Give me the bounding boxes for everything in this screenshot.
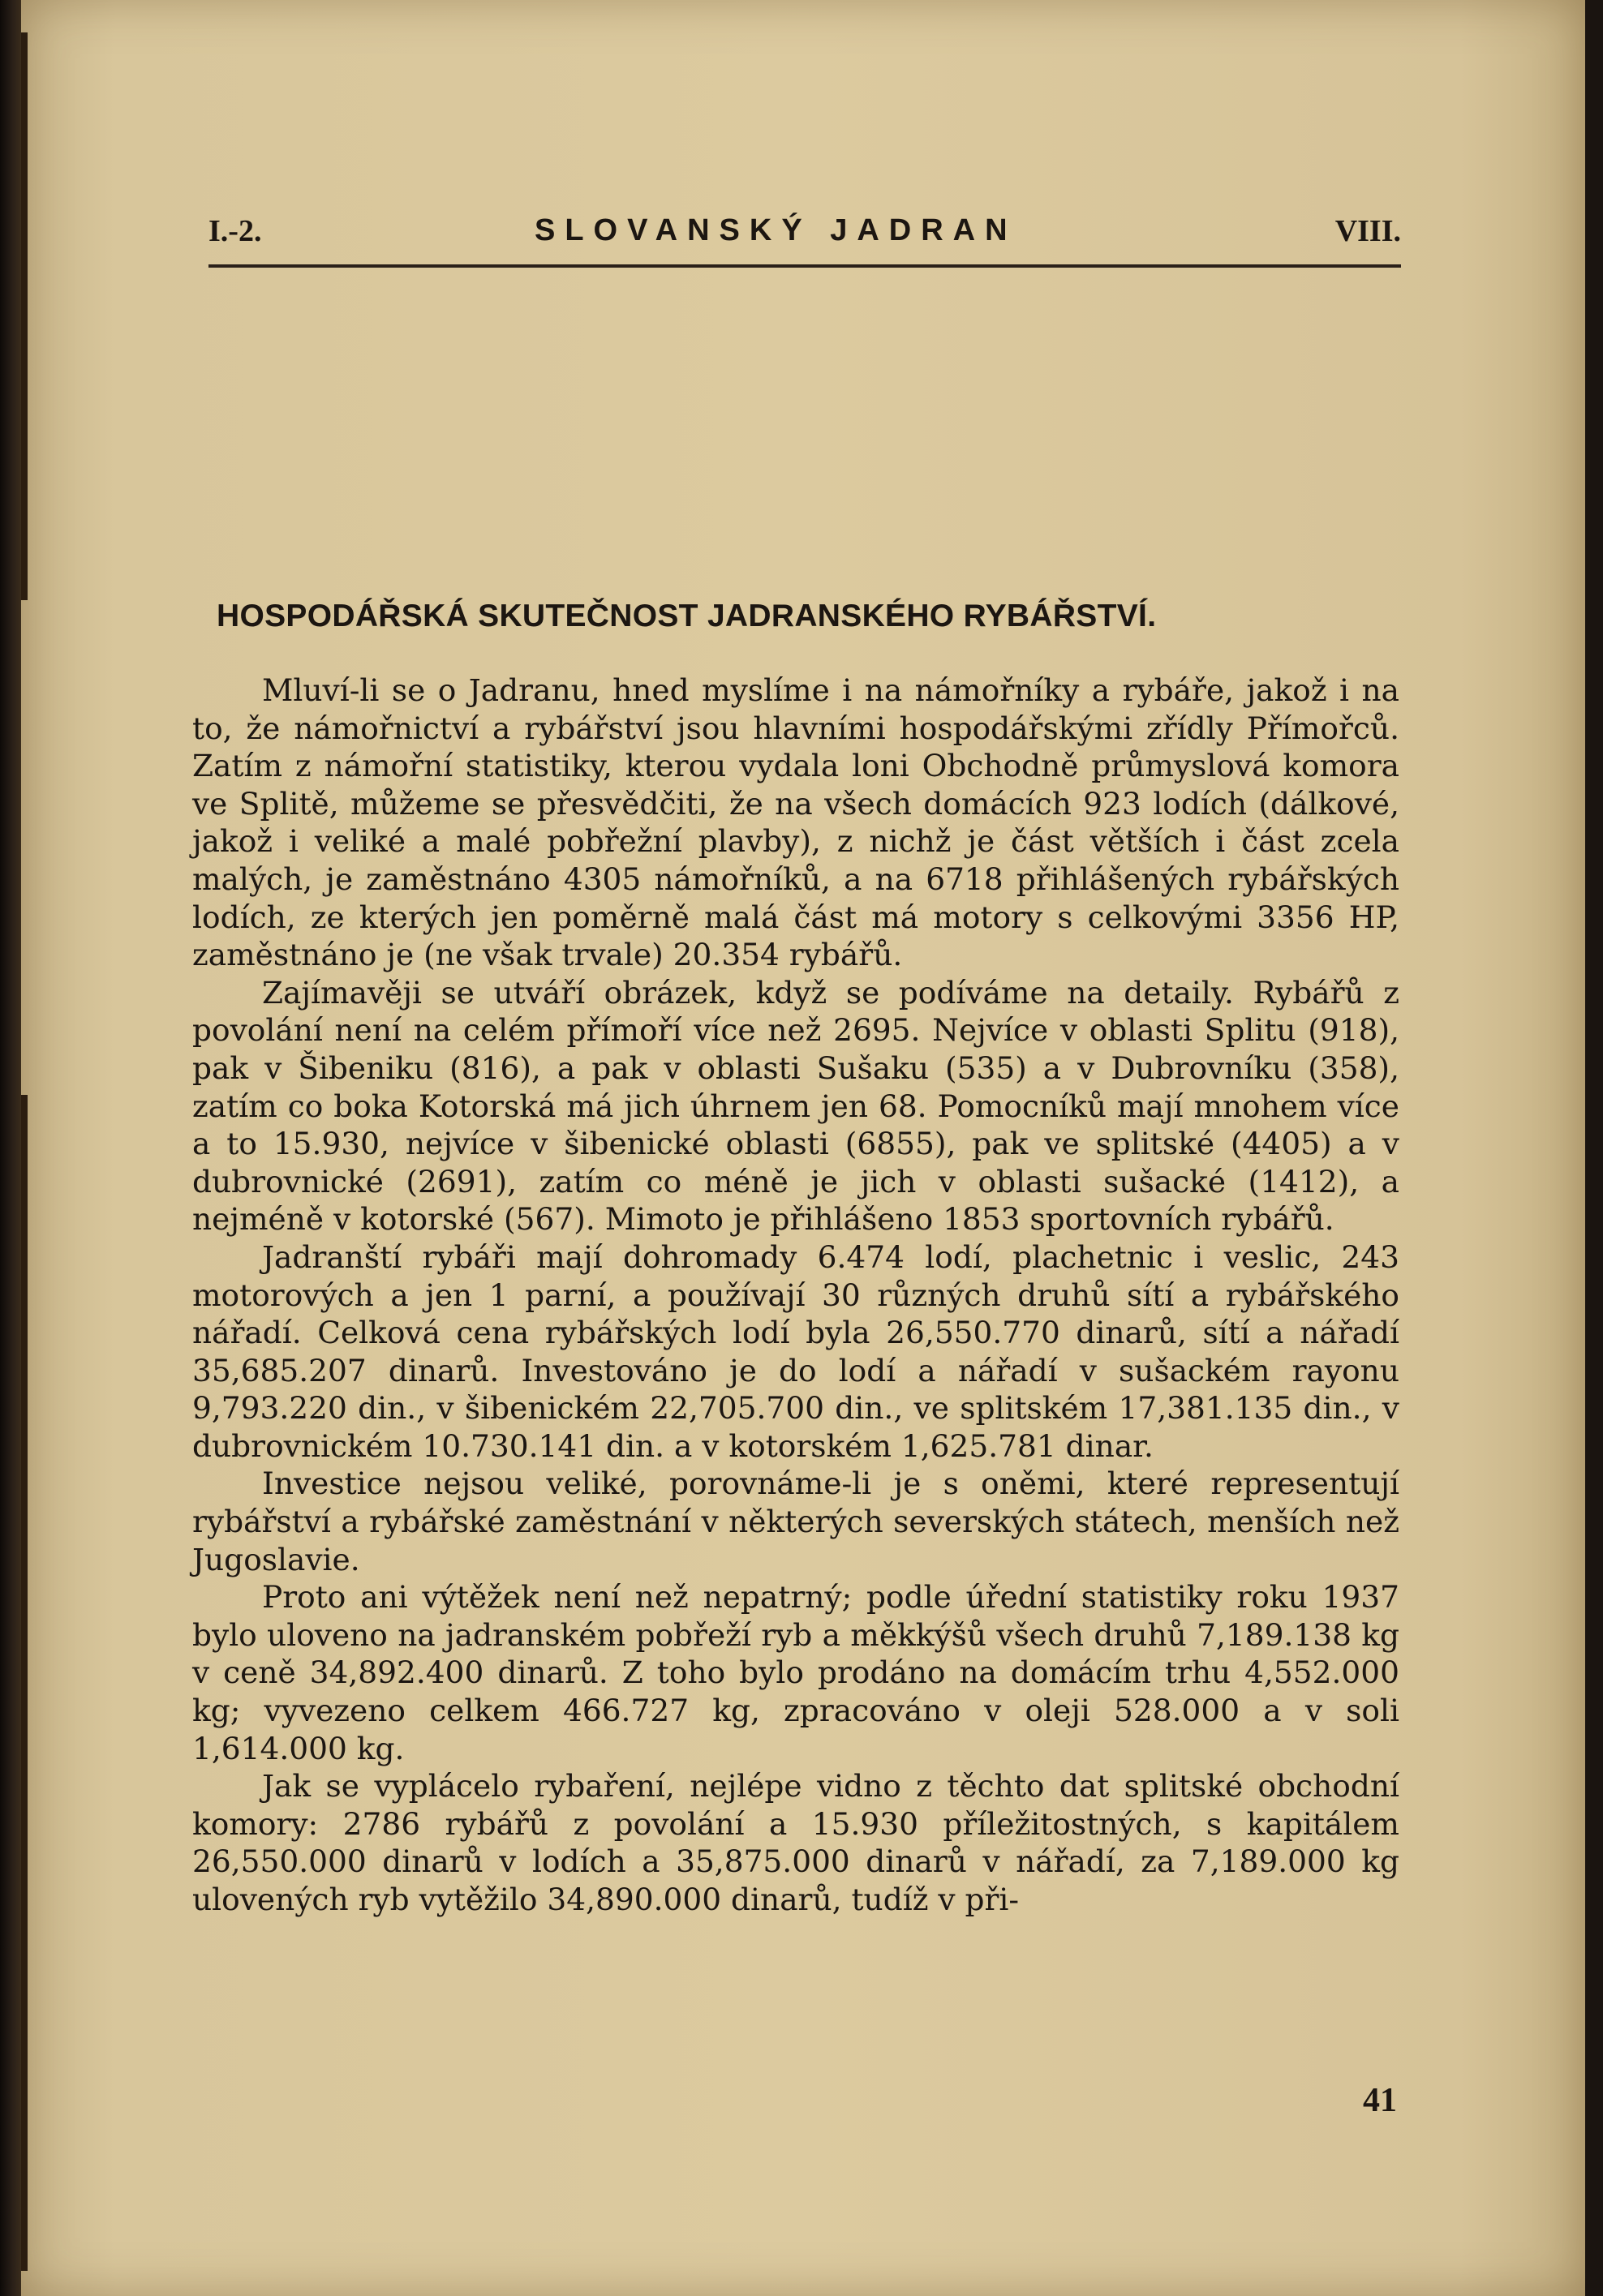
page-number: 41 bbox=[1363, 2082, 1397, 2119]
paragraph: Jadranští rybáři mají dohromady 6.474 lodí, plachetnic i veslic, 243 motorových a jen 1 parní, a používají 30 různých druhů sítí a rybářského nářadí. Celková cena rybářských lodí byla 26,550.770 dinarů, sítí a nářadí 35,685.207 dinarů. Investováno je do lodí a nářadí v sušackém rayonu 9,793.220 din., v šibenickém 22,705.700 din., ve splitském 17,381.135 din., v dubrovnickém 10.730.141 din. a v kotorském 1,625.781 dinar. bbox=[192, 1238, 1399, 1464]
binding-edge bbox=[21, 1095, 28, 2271]
paragraph: Zajímavěji se utváří obrázek, když se podíváme na detaily. Rybářů z povolání není na celém přímoří více než 2695. Nejvíce v oblasti Splitu (918), pak v Šibeniku (816), a pak v oblasti Sušaku (535) a v Dubrovníku (358), zatím co boka Kotorská má jich úhrnem jen 68. Pomocníků mají mnohem více a to 15.930, nejvíce v šibenické oblasti (6855), pak ve splitské (4405) a v dubrovnické (2691), zatím co méně je jich v oblasti sušacké (1412), a nejméně v kotorské (567). Mimoto je přihlášeno 1853 sportovních rybářů. bbox=[192, 974, 1399, 1238]
article-body bbox=[192, 672, 1399, 1919]
volume-number: VIII. bbox=[1334, 214, 1401, 248]
article-title: HOSPODÁŘSKÁ SKUTEČNOST JADRANSKÉHO RYBÁŘSTVÍ. bbox=[217, 599, 1157, 633]
paragraph: Proto ani výtěžek není než nepatrný; podle úřední statistiky roku 1937 bylo uloveno na jadranském pobřeží ryb a měkkýšů všech druhů 7,189.138 kg v ceně 34,892.400 dinarů. Z toho bylo prodáno na domácím trhu 4,552.000 kg; vyvezeno celkem 466.727 kg, zpracováno v oleji 528.000 a v soli 1,614.000 kg. bbox=[192, 1579, 1399, 1766]
paragraph: Jak se vyplácelo rybaření, nejlépe vidno z těchto dat splitské obchodní komory: 2786 rybářů z povolání a 15.930 příležitostných, s kapitálem 26,550.000 dinarů v lodích a 35,875.000 dinarů v nářadí, za 7,189.000 kg ulovených ryb vytěžilo 34,890.000 dinarů, tudíž v při- bbox=[192, 1768, 1399, 1917]
binding-edge bbox=[21, 32, 28, 600]
journal-title: SLOVANSKÝ JADRAN bbox=[535, 213, 1017, 247]
paragraph: Mluví-li se o Jadranu, hned myslíme i na námořníky a rybáře, jakož i na to, že námořnictví a rybářství jsou hlavními hospodářskými zřídly Přímořců. Zatím z námořní statistiky, kterou vydala loni Obchodně průmyslová komora ve Splitě, můžeme se přesvědčiti, že na všech domácích 923 lodích (dálkové, jakož i veliké a malé pobřežní plavby), z nichž je část větších i část zcela malých, je zaměstnáno 4305 námořníků, a na 6718 přihlášených rybářských lodích, ze kterých jen poměrně malá část má motory s celkovými 3356 HP, zaměstnáno je (ne však trvale) 20.354 rybářů. bbox=[192, 672, 1399, 973]
paragraph: Investice nejsou veliké, porovnáme-li je s oněmi, které representují rybářství a rybářské zaměstnání v některých severských státech, menších než Jugoslavie. bbox=[192, 1466, 1399, 1577]
running-header bbox=[208, 213, 1401, 252]
header-rule bbox=[208, 264, 1401, 268]
book-spine bbox=[0, 0, 21, 2296]
issue-number: I.-2. bbox=[208, 214, 262, 248]
